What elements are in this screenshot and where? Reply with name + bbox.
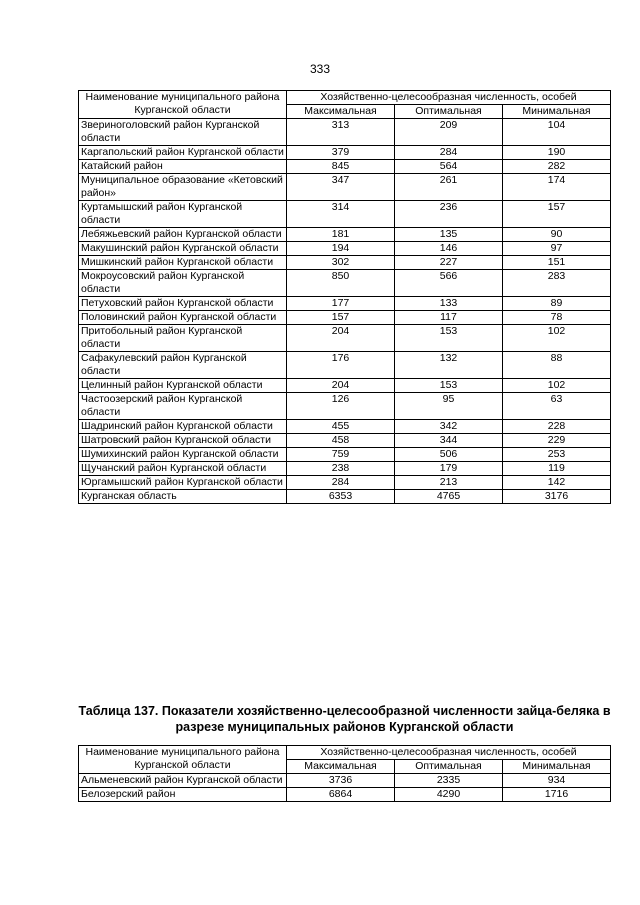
table-row <box>79 434 611 448</box>
cell-opt: 284 <box>395 146 503 160</box>
table-row <box>79 201 611 228</box>
cell-district-name: Макушинский район Курганской области <box>79 242 287 256</box>
table-row <box>79 774 611 788</box>
cell-max: 284 <box>287 476 395 490</box>
cell-district-name: Шадринский район Курганской области <box>79 420 287 434</box>
cell-min: 283 <box>503 270 611 297</box>
table-row <box>79 352 611 379</box>
cell-opt: 566 <box>395 270 503 297</box>
table-row <box>79 146 611 160</box>
cell-opt: 4765 <box>395 490 503 504</box>
cell-max: 3736 <box>287 774 395 788</box>
cell-max: 302 <box>287 256 395 270</box>
cell-min: 3176 <box>503 490 611 504</box>
cell-max: 238 <box>287 462 395 476</box>
table-row <box>79 379 611 393</box>
cell-district-name: Шумихинский район Курганской области <box>79 448 287 462</box>
cell-min: 90 <box>503 228 611 242</box>
cell-opt: 4290 <box>395 788 503 802</box>
table-row <box>79 228 611 242</box>
table-row <box>79 448 611 462</box>
cell-opt: 135 <box>395 228 503 242</box>
cell-min: 228 <box>503 420 611 434</box>
table-row <box>79 297 611 311</box>
cell-min: 119 <box>503 462 611 476</box>
table-row <box>79 256 611 270</box>
table-row <box>79 242 611 256</box>
cell-opt: 342 <box>395 420 503 434</box>
header-district-name: Наименование муниципального района Курганской области <box>79 91 287 119</box>
header-max: Максимальная <box>287 760 395 774</box>
cell-district-name: Шатровский район Курганской области <box>79 434 287 448</box>
cell-max: 181 <box>287 228 395 242</box>
cell-min: 78 <box>503 311 611 325</box>
cell-opt: 227 <box>395 256 503 270</box>
cell-opt: 153 <box>395 325 503 352</box>
cell-district-name: Катайский район <box>79 160 287 174</box>
table-row <box>79 311 611 325</box>
cell-max: 850 <box>287 270 395 297</box>
cell-opt: 179 <box>395 462 503 476</box>
cell-max: 347 <box>287 174 395 201</box>
cell-district-name: Щучанский район Курганской области <box>79 462 287 476</box>
cell-max: 458 <box>287 434 395 448</box>
cell-district-name: Юргамышский район Курганской области <box>79 476 287 490</box>
header-population-group: Хозяйственно-целесообразная численность, особей <box>287 746 611 760</box>
cell-min: 190 <box>503 146 611 160</box>
header-population-group: Хозяйственно-целесообразная численность, особей <box>287 91 611 105</box>
cell-max: 313 <box>287 119 395 146</box>
cell-district-name: Сафакулевский район Курганской области <box>79 352 287 379</box>
table-row <box>79 270 611 297</box>
cell-opt: 132 <box>395 352 503 379</box>
cell-district-name: Частоозерский район Курганской области <box>79 393 287 420</box>
cell-opt: 261 <box>395 174 503 201</box>
cell-max: 6353 <box>287 490 395 504</box>
cell-district-name: Муниципальное образование «Кетовский район» <box>79 174 287 201</box>
cell-min: 1716 <box>503 788 611 802</box>
page-number: 333 <box>309 62 331 76</box>
cell-opt: 209 <box>395 119 503 146</box>
cell-opt: 213 <box>395 476 503 490</box>
cell-district-name: Мишкинский район Курганской области <box>79 256 287 270</box>
cell-max: 759 <box>287 448 395 462</box>
cell-max: 157 <box>287 311 395 325</box>
table-row <box>79 788 611 802</box>
table-row <box>79 420 611 434</box>
cell-max: 455 <box>287 420 395 434</box>
table-wolf-population <box>78 90 611 504</box>
cell-min: 102 <box>503 379 611 393</box>
header-opt: Оптимальная <box>395 105 503 119</box>
cell-district-name: Альменевский район Курганской области <box>79 774 287 788</box>
cell-district-name: Притобольный район Курганской области <box>79 325 287 352</box>
cell-min: 229 <box>503 434 611 448</box>
cell-district-name: Куртамышский район Курганской области <box>79 201 287 228</box>
cell-max: 314 <box>287 201 395 228</box>
cell-district-name: Мокроусовский район Курганской области <box>79 270 287 297</box>
cell-min: 142 <box>503 476 611 490</box>
table-hare-population <box>78 745 611 802</box>
table-row <box>79 462 611 476</box>
cell-max: 379 <box>287 146 395 160</box>
cell-max: 204 <box>287 325 395 352</box>
cell-min: 102 <box>503 325 611 352</box>
table-row <box>79 174 611 201</box>
cell-opt: 506 <box>395 448 503 462</box>
header-min: Минимальная <box>503 760 611 774</box>
cell-max: 126 <box>287 393 395 420</box>
table1-body <box>79 119 611 504</box>
cell-max: 194 <box>287 242 395 256</box>
cell-district-name: Лебяжьевский район Курганской области <box>79 228 287 242</box>
cell-district-name: Целинный район Курганской области <box>79 379 287 393</box>
header-max: Максимальная <box>287 105 395 119</box>
cell-opt: 95 <box>395 393 503 420</box>
header-district-name: Наименование муниципального района Курганской области <box>79 746 287 774</box>
table-row <box>79 393 611 420</box>
cell-max: 845 <box>287 160 395 174</box>
cell-min: 282 <box>503 160 611 174</box>
cell-max: 6864 <box>287 788 395 802</box>
cell-min: 104 <box>503 119 611 146</box>
table-caption: Таблица 137. Показатели хозяйственно-целесообразной численности зайца-беляка в разрезе муниципальных районов Курганской области <box>78 704 611 734</box>
cell-district-name: Половинский район Курганской области <box>79 311 287 325</box>
cell-min: 174 <box>503 174 611 201</box>
cell-opt: 344 <box>395 434 503 448</box>
cell-min: 253 <box>503 448 611 462</box>
cell-opt: 117 <box>395 311 503 325</box>
cell-opt: 2335 <box>395 774 503 788</box>
table-row <box>79 119 611 146</box>
cell-max: 177 <box>287 297 395 311</box>
cell-max: 204 <box>287 379 395 393</box>
cell-district-name: Курганская область <box>79 490 287 504</box>
cell-min: 934 <box>503 774 611 788</box>
cell-district-name: Белозерский район <box>79 788 287 802</box>
cell-opt: 133 <box>395 297 503 311</box>
cell-min: 151 <box>503 256 611 270</box>
table-row <box>79 490 611 504</box>
cell-opt: 236 <box>395 201 503 228</box>
cell-district-name: Звериноголовский район Курганской области <box>79 119 287 146</box>
table-row <box>79 325 611 352</box>
table-row <box>79 476 611 490</box>
cell-district-name: Каргапольский район Курганской области <box>79 146 287 160</box>
cell-min: 157 <box>503 201 611 228</box>
header-opt: Оптимальная <box>395 760 503 774</box>
cell-min: 97 <box>503 242 611 256</box>
cell-max: 176 <box>287 352 395 379</box>
cell-min: 89 <box>503 297 611 311</box>
table2-body <box>79 774 611 802</box>
cell-district-name: Петуховский район Курганской области <box>79 297 287 311</box>
cell-opt: 153 <box>395 379 503 393</box>
cell-opt: 146 <box>395 242 503 256</box>
header-min: Минимальная <box>503 105 611 119</box>
cell-min: 88 <box>503 352 611 379</box>
cell-opt: 564 <box>395 160 503 174</box>
table-row <box>79 160 611 174</box>
cell-min: 63 <box>503 393 611 420</box>
